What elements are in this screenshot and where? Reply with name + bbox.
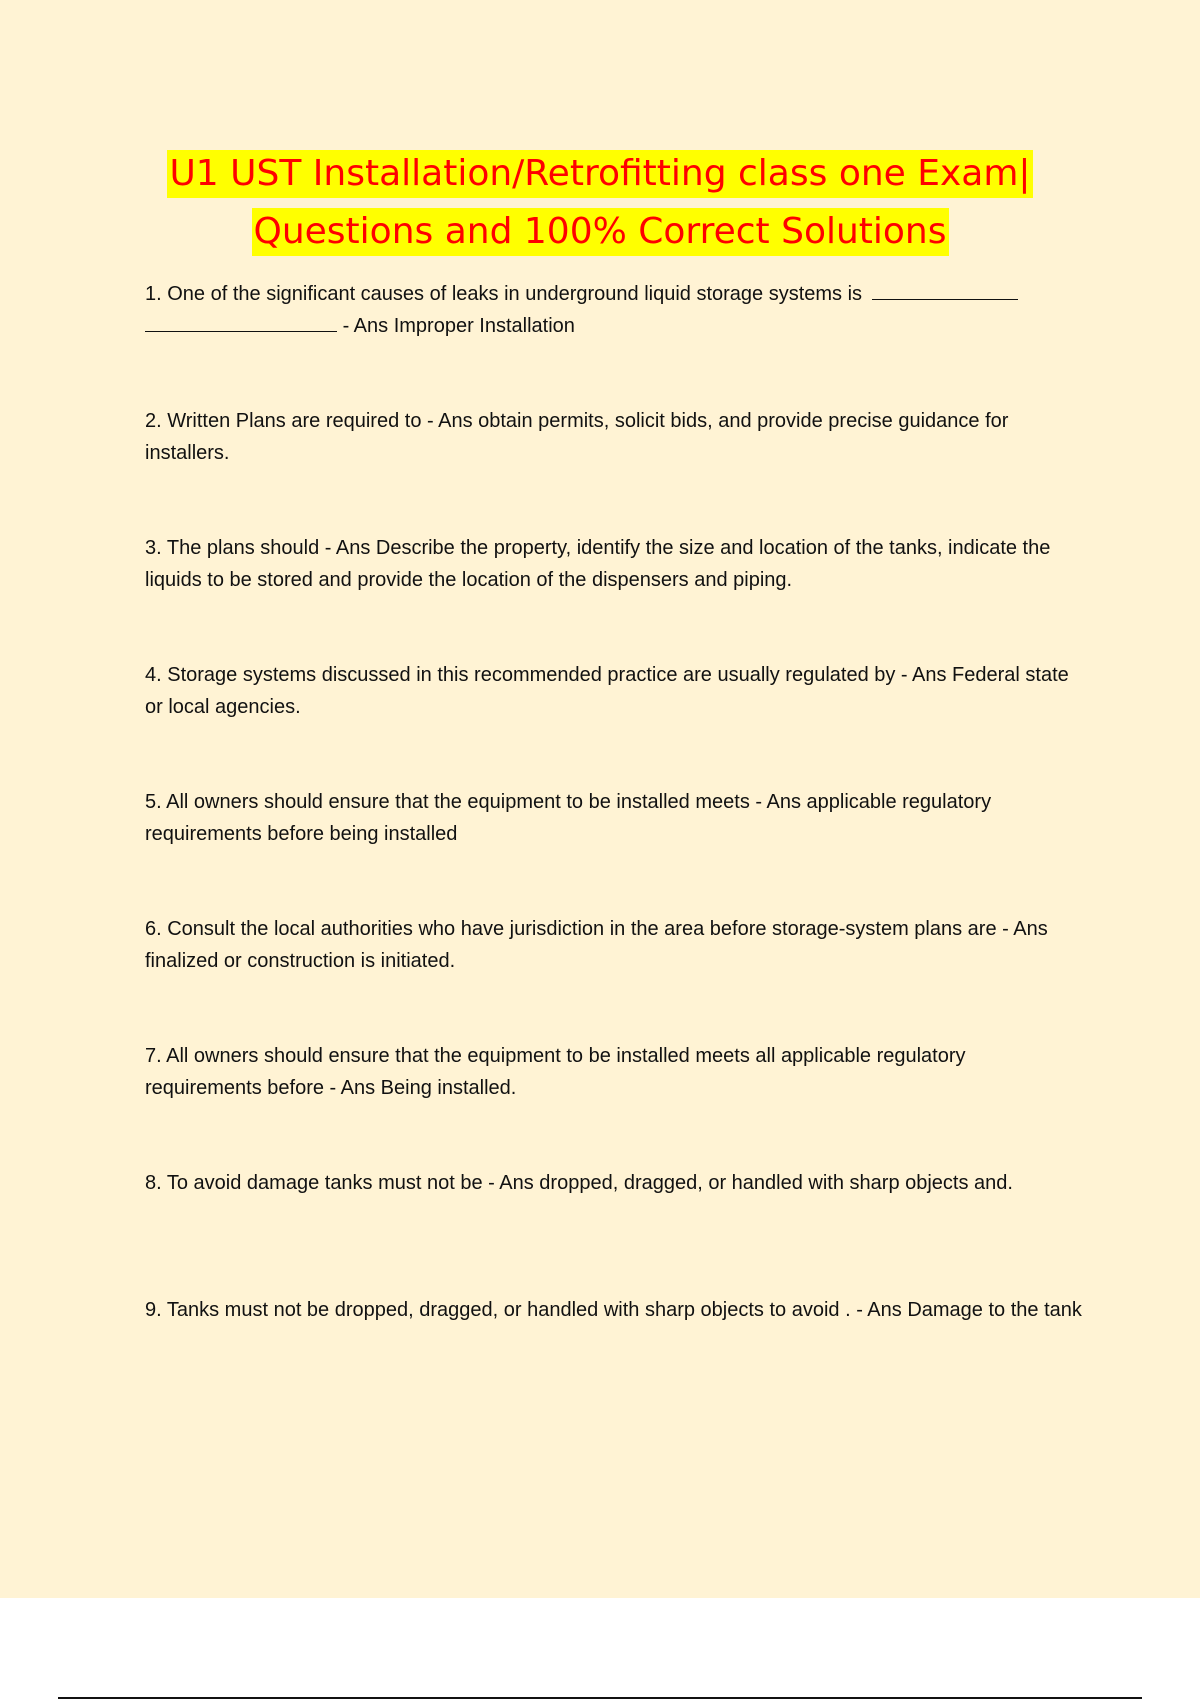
question-item-4: 4. Storage systems discussed in this recommended practice are usually regulated by - Ans Federal state or local agencies. bbox=[145, 664, 1069, 718]
question-item-9: 9. Tanks must not be dropped, dragged, or handled with sharp objects to avoid . - Ans Damage to the tank bbox=[145, 1299, 1082, 1321]
answer-blank-line bbox=[872, 279, 1018, 300]
question-item-2: 2. Written Plans are required to - Ans obtain permits, solicit bids, and provide precise guidance for installers. bbox=[145, 410, 1009, 464]
title-line-2: Questions and 100% Correct Solutions bbox=[252, 208, 949, 256]
title-line-1: U1 UST Installation/Retrofitting class one Exam| bbox=[167, 150, 1032, 198]
question-item-5: 5. All owners should ensure that the equipment to be installed meets - Ans applicable regulatory requirements before being installed bbox=[145, 791, 992, 845]
question-item-3: 3. The plans should - Ans Describe the property, identify the size and location of the tanks, indicate the liquids to be stored and provide the location of the dispensers and piping. bbox=[145, 537, 1051, 591]
question-item-6: 6. Consult the local authorities who have jurisdiction in the area before storage-system plans are - Ans finalized or construction is initiated. bbox=[145, 918, 1048, 972]
question-item-8: 8. To avoid damage tanks must not be - Ans dropped, dragged, or handled with sharp objects and. bbox=[145, 1172, 1013, 1194]
document-title bbox=[0, 150, 1200, 256]
question-1-text: 1. One of the significant causes of leaks in underground liquid storage systems is bbox=[145, 283, 863, 305]
question-item-1 bbox=[145, 278, 1085, 374]
question-1-answer: - Ans Improper Installation bbox=[342, 315, 575, 337]
question-item-7: 7. All owners should ensure that the equipment to be installed meets all applicable regulatory requirements before - Ans Being installed. bbox=[145, 1045, 966, 1099]
question-list bbox=[145, 278, 1085, 1421]
page-divider bbox=[58, 1697, 1142, 1699]
answer-blank-line bbox=[145, 311, 337, 332]
